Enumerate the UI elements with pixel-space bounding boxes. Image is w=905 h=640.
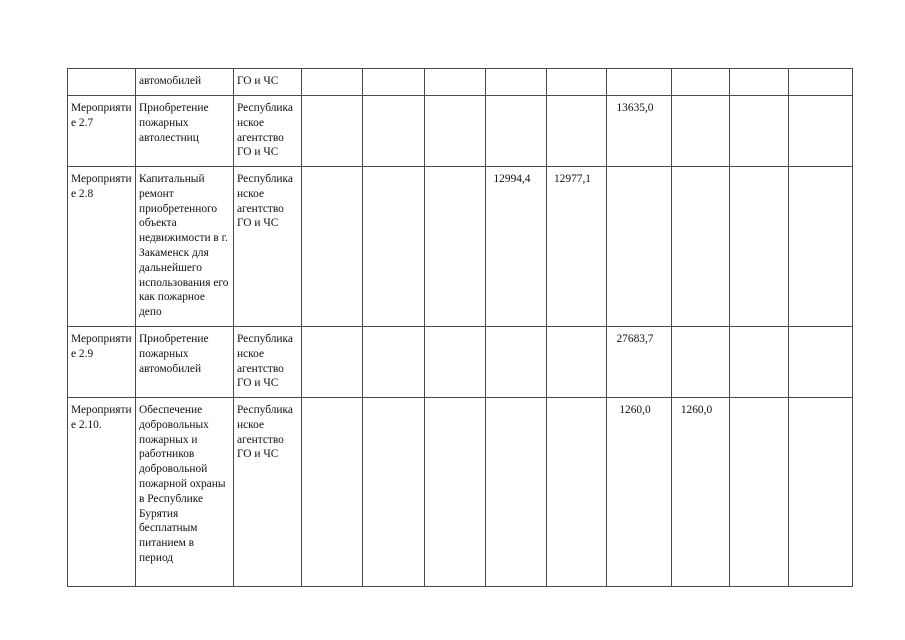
value-cell [607,167,672,327]
value-cell [302,96,363,167]
value-cell [672,69,730,96]
value-cell [789,69,853,96]
table-row [68,69,853,96]
value-cell [730,327,789,398]
value-cell [302,69,363,96]
value-cell [672,167,730,327]
value-cell [363,327,425,398]
executor-cell: ГО и ЧС [234,69,302,96]
value-cell [425,69,486,96]
executor-cell: Республиканское агентство ГО и ЧС [234,398,302,587]
value-cell: 12994,4 [486,167,547,327]
value-cell [672,96,730,167]
value-cell [547,327,607,398]
activity-id-cell: Мероприятие 2.8 [68,167,136,327]
value-cell [425,167,486,327]
table-row [68,398,853,587]
value-cell [730,398,789,587]
executor-cell: Республиканское агентство ГО и ЧС [234,167,302,327]
value-cell [486,69,547,96]
value-cell [730,167,789,327]
value-cell [607,69,672,96]
activity-id-cell: Мероприятие 2.10. [68,398,136,587]
value-cell [730,69,789,96]
value-cell: 12977,1 [547,167,607,327]
activity-id-cell: Мероприятие 2.9 [68,327,136,398]
activity-name-cell: Приобретение пожарных автомобилей [136,327,234,398]
program-activities-table [67,68,853,587]
table-row [68,96,853,167]
table-row [68,327,853,398]
table-row [68,167,853,327]
value-cell [486,96,547,167]
activity-id-cell [68,69,136,96]
executor-cell: Республиканское агентство ГО и ЧС [234,327,302,398]
value-cell [425,398,486,587]
value-cell [547,69,607,96]
value-cell [672,327,730,398]
activity-name-cell: Обеспечение добровольных пожарных и работников добровольной пожарной охраны в Республике Бурятия бесплатным питанием в период [136,398,234,587]
value-cell: 13635,0 [607,96,672,167]
value-cell: 27683,7 [607,327,672,398]
activity-name-cell: Приобретение пожарных автолестниц [136,96,234,167]
value-cell [789,167,853,327]
value-cell [486,398,547,587]
value-cell: 1260,0 [672,398,730,587]
value-cell [425,327,486,398]
value-cell [547,96,607,167]
executor-cell: Республиканское агентство ГО и ЧС [234,96,302,167]
value-cell [425,96,486,167]
value-cell [363,398,425,587]
value-cell [302,398,363,587]
value-cell [730,96,789,167]
value-cell [789,398,853,587]
value-cell [363,69,425,96]
value-cell [486,327,547,398]
value-cell: 1260,0 [607,398,672,587]
activity-id-cell: Мероприятие 2.7 [68,96,136,167]
activity-name-cell: автомобилей [136,69,234,96]
value-cell [302,167,363,327]
value-cell [363,96,425,167]
value-cell [547,398,607,587]
value-cell [789,327,853,398]
value-cell [363,167,425,327]
activity-name-cell: Капитальный ремонт приобретенного объекта недвижимости в г. Закаменск для дальнейшего использования его как пожарное депо [136,167,234,327]
value-cell [789,96,853,167]
value-cell [302,327,363,398]
